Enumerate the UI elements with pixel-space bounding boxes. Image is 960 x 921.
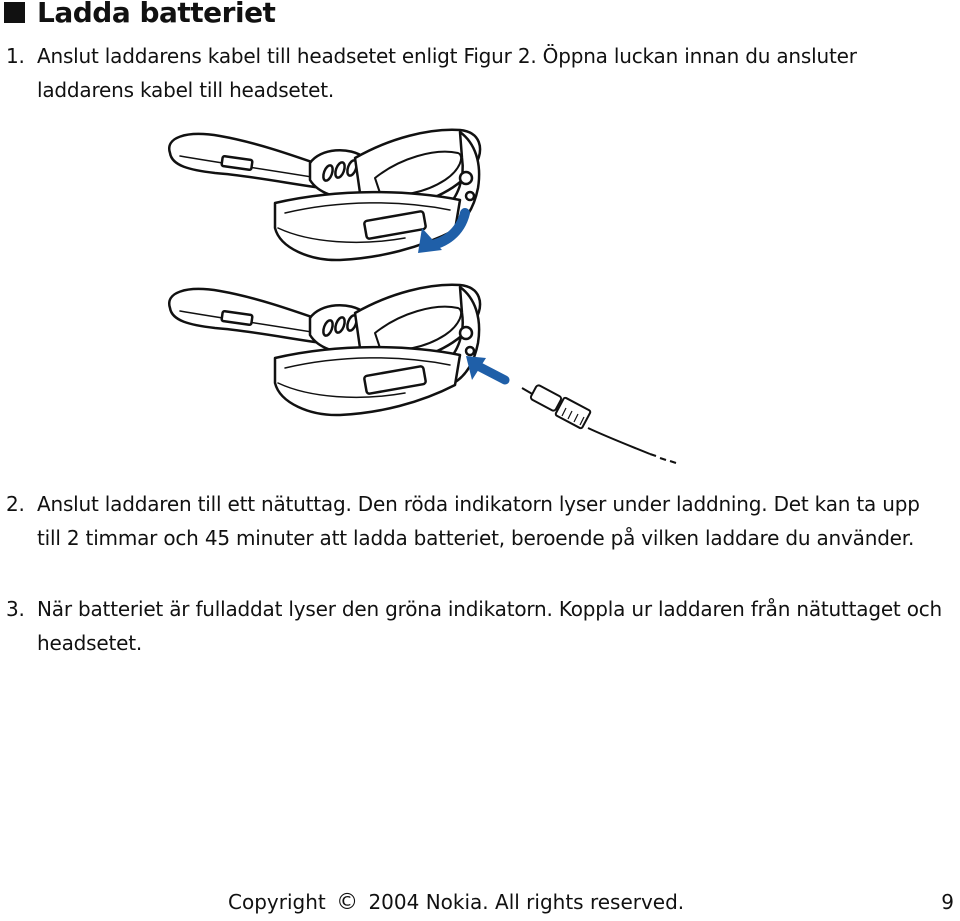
copyright-text: 2004 Nokia. All rights reserved. — [368, 890, 685, 914]
section-title-text: Ladda batteriet — [37, 0, 276, 29]
step-number: 1. — [6, 44, 25, 68]
step-3 — [6, 592, 946, 660]
step-text: När batteriet är fulladdat lyser den gröna indikatorn. Koppla ur laddaren från nätuttaget och headsetet. — [37, 597, 943, 655]
page-footer — [0, 884, 960, 920]
bullet-square-icon — [4, 2, 25, 23]
step-text: Anslut laddaren till ett nätuttag. Den röda indikatorn lyser under laddning. Det kan ta upp till 2 timmar och 45 minuter att ladda batteriet, beroende på vilken laddare du använder. — [37, 492, 920, 550]
copyright-symbol: © — [336, 890, 359, 915]
step-number: 3. — [6, 597, 25, 621]
figure-charging-headset — [160, 118, 680, 468]
insert-arrow-icon — [466, 356, 505, 380]
copyright-notice — [228, 884, 684, 921]
step-number: 2. — [6, 492, 25, 516]
headset-illustration-lower — [169, 285, 480, 415]
step-1 — [6, 39, 946, 107]
charger-plug — [522, 384, 676, 463]
section-title — [4, 0, 275, 29]
copyright-label: Copyright — [228, 890, 326, 914]
page-number: 9 — [941, 890, 954, 914]
step-text: Anslut laddarens kabel till headsetet enligt Figur 2. Öppna luckan innan du ansluter laddarens kabel till headsetet. — [37, 44, 857, 102]
step-2 — [6, 487, 946, 555]
